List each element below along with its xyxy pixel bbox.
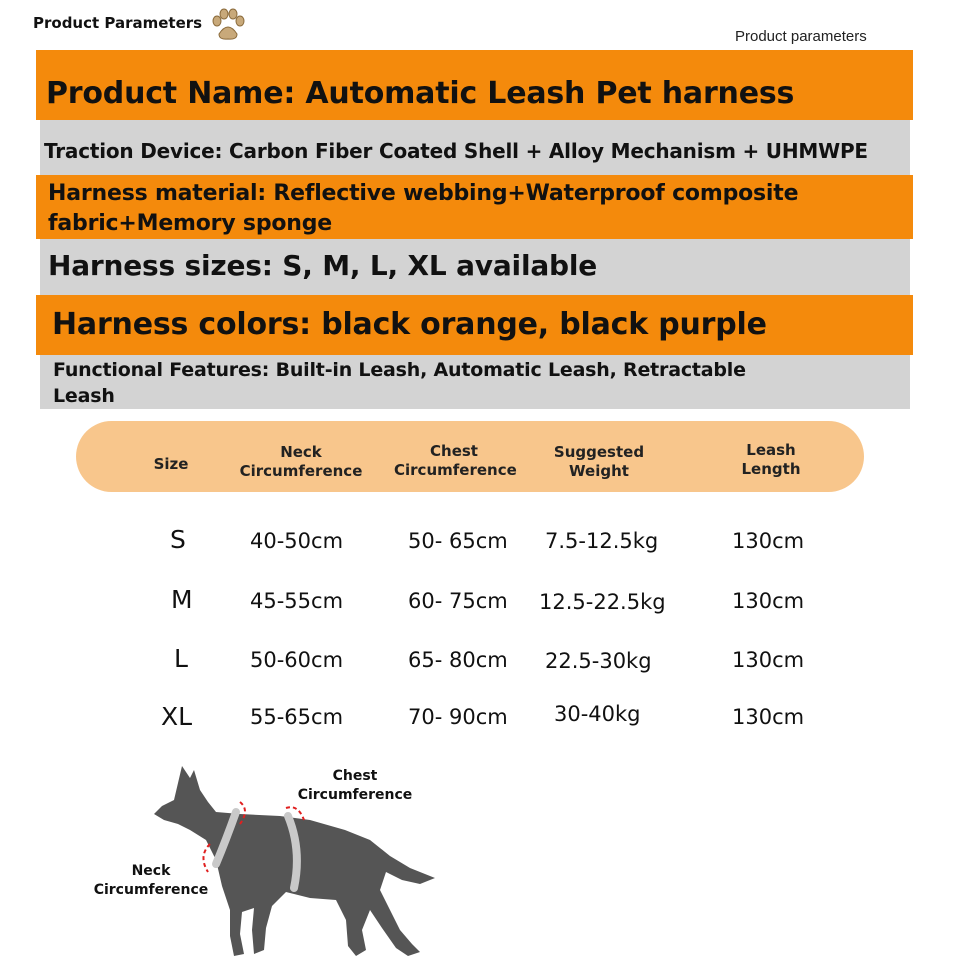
cell-neck: 45-55cm — [250, 589, 344, 613]
cell-chest: 65- 80cm — [408, 648, 508, 672]
harness-material-text: Harness material: Reflective webbing+Waterproof composite fabric+Memory sponge — [48, 181, 799, 236]
cell-size: L — [174, 644, 188, 673]
cell-weight: 30-40kg — [554, 702, 641, 726]
product-parameters-panel — [36, 50, 913, 408]
cell-size: XL — [161, 702, 193, 731]
header-weight: Suggested Weight — [553, 443, 645, 480]
paw-icon — [210, 8, 246, 42]
traction-device-row — [40, 120, 910, 175]
neck-circumference-label: Neck Circumference — [93, 863, 209, 898]
functional-features-text: Functional Features: Built-in Leash, Automatic Leash, Retractable Leash — [53, 359, 746, 407]
cell-leash: 130cm — [732, 705, 805, 729]
cell-chest: 70- 90cm — [408, 705, 508, 729]
cell-size: S — [170, 525, 186, 554]
cell-chest: 60- 75cm — [408, 589, 508, 613]
cell-neck: 55-65cm — [250, 705, 344, 729]
header-size: Size — [153, 455, 189, 473]
harness-material-row — [36, 175, 913, 239]
header-leash: Leash Length — [741, 441, 801, 478]
cell-leash: 130cm — [732, 529, 805, 553]
cell-chest: 50- 65cm — [408, 529, 508, 553]
cell-weight: 22.5-30kg — [545, 649, 652, 673]
cell-size: M — [171, 585, 193, 614]
chest-circumference-label: Chest Circumference — [297, 768, 413, 803]
cell-neck: 50-60cm — [250, 648, 344, 672]
functional-features-row — [40, 355, 910, 409]
header-chest: Chest Circumference — [394, 442, 517, 479]
cell-neck: 40-50cm — [250, 529, 344, 553]
page-subtitle: Product parameters — [735, 28, 867, 45]
cell-leash: 130cm — [732, 589, 805, 613]
traction-device-text: Traction Device: Carbon Fiber Coated Shell + Alloy Mechanism + UHMWPE — [44, 139, 868, 163]
page-title: Product Parameters — [33, 14, 203, 32]
harness-colors-row — [36, 295, 913, 355]
cell-leash: 130cm — [732, 648, 805, 672]
product-name-text: Product Name: Automatic Leash Pet harness — [46, 76, 795, 111]
product-name-row — [36, 50, 913, 120]
size-table-header — [76, 421, 864, 492]
harness-sizes-text: Harness sizes: S, M, L, XL available — [48, 249, 598, 282]
harness-colors-text: Harness colors: black orange, black purple — [52, 307, 767, 342]
cell-weight: 12.5-22.5kg — [539, 590, 666, 614]
header-neck: Neck Circumference — [239, 443, 363, 480]
harness-sizes-row — [40, 239, 910, 295]
cell-weight: 7.5-12.5kg — [545, 529, 659, 553]
